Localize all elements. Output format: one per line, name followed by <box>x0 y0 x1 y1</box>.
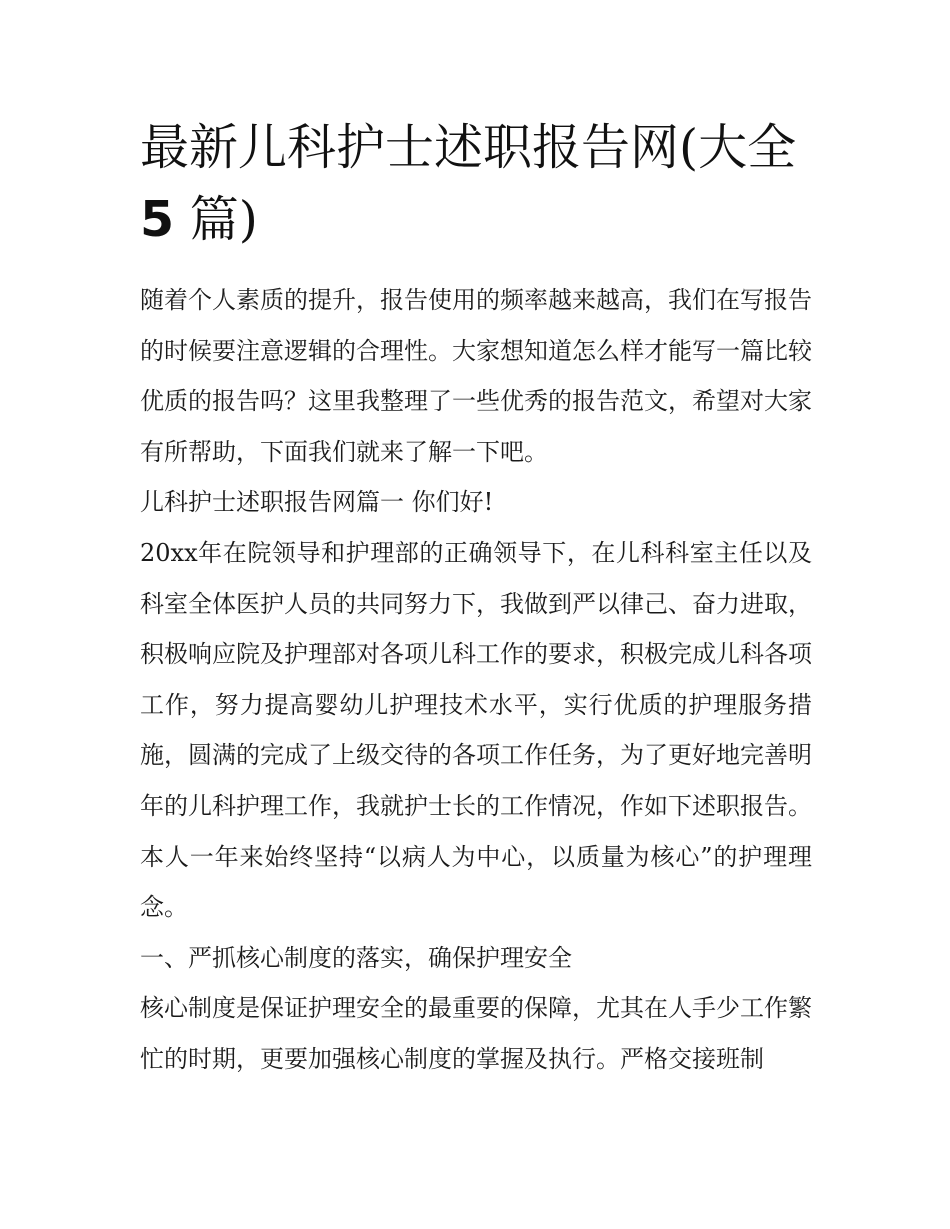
title-end: 篇) <box>189 191 258 248</box>
paragraph-section-heading: 儿科护士述职报告网篇一 你们好! <box>140 488 494 517</box>
paragraph-report: 20xx年在院领导和护理部的正确领导下，在儿科科室主任以及科室全体医护人员的共同努力下，我做到严以律己、奋力进取，积极响应院及护理部对各项儿科工作的要求，积极完成儿科各项工作，努力提高婴幼儿护理技术水平，实行优质的护理服务措施，圆满的完成了上级交待的各项工作任务，为了更好地完善明年的儿科护理工作，我就护士长的工作情况，作如下述职报告。本人一年来始终坚持“以病人为中心，以质量为核心”的护理理念。 <box>140 538 812 922</box>
paragraph-core-system: 核心制度是保证护理安全的最重要的保障，尤其在人手少工作繁忙的时期，更要加强核心制度的掌握及执行。严格交接班制 <box>140 994 812 1073</box>
title-number: 5 <box>140 191 175 248</box>
document-page <box>140 112 812 1085</box>
document-title <box>140 112 812 256</box>
document-body <box>140 275 812 1085</box>
paragraph-point-heading: 一、严抓核心制度的落实，确保护理安全 <box>140 943 572 972</box>
title-main: 最新儿科护士述职报告网(大全 <box>140 119 797 176</box>
paragraph-intro: 随着个人素质的提升，报告使用的频率越来越高，我们在写报告的时候要注意逻辑的合理性。大家想知道怎么样才能写一篇比较优质的报告吗？这里我整理了一些优秀的报告范文，希望对大家有所帮助，下面我们就来了解一下吧。 <box>140 286 812 466</box>
